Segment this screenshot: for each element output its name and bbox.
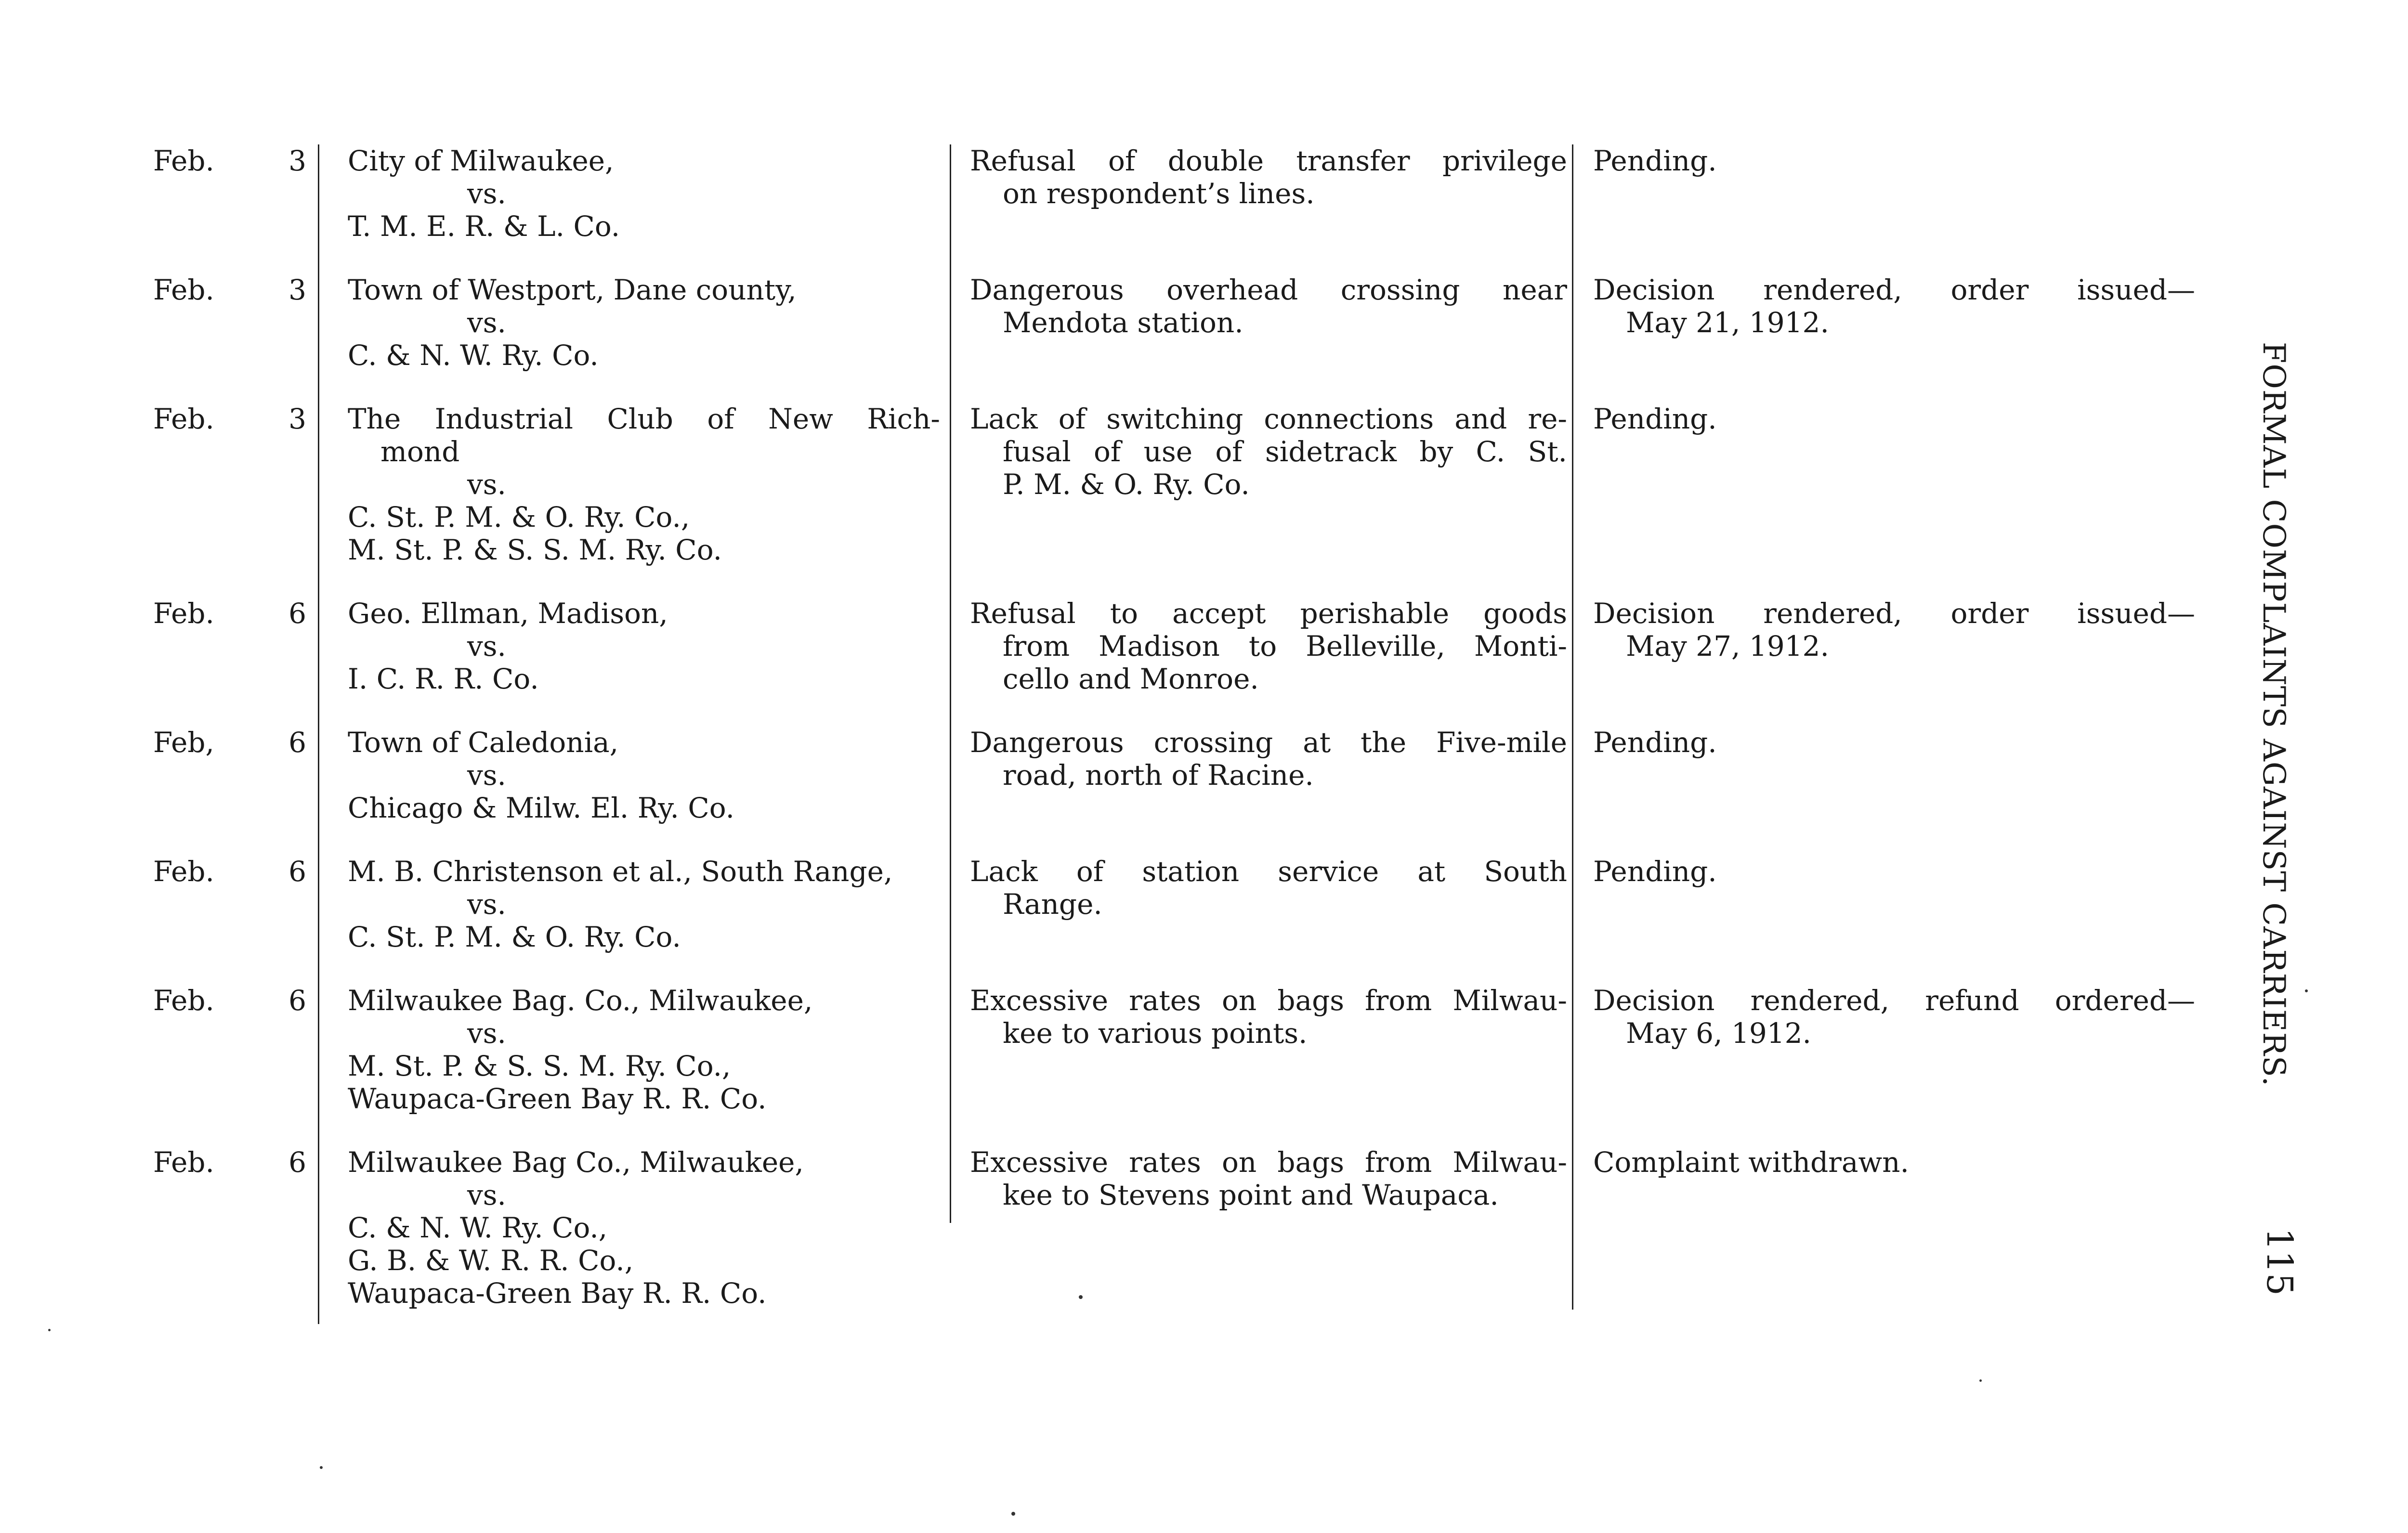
running-head-word: CARRIERS.: [2256, 902, 2291, 1087]
disposition-line: Pending.: [1593, 726, 1717, 759]
row-parties: [348, 1146, 950, 1310]
party-line: mond: [380, 435, 460, 468]
scan-speck: [48, 1329, 51, 1331]
complaint-line: Lack of station service at South: [970, 855, 1567, 888]
complaint-line: Dangerous overhead crossing near: [970, 273, 1567, 306]
scan-speck: [1979, 1379, 1982, 1382]
row-month: Feb.: [153, 144, 214, 177]
running-head-word: AGAINST: [2256, 739, 2291, 892]
row-day: 6: [288, 726, 306, 759]
complaint-line: Excessive rates on bags from Milwau-: [970, 984, 1567, 1017]
row-month: Feb.: [153, 1146, 214, 1179]
row-day: 6: [288, 855, 306, 888]
running-head: [2256, 342, 2291, 1087]
row-disposition: [1593, 726, 2195, 759]
disposition-line: Pending.: [1593, 144, 1717, 177]
complaint-line: road, north of Racine.: [1003, 759, 1314, 792]
party-line: T. M. E. R. & L. Co.: [348, 210, 620, 243]
party-line: M. B. Christenson et al., South Range,: [348, 855, 893, 888]
row-disposition: [1593, 597, 2195, 663]
party-line: Waupaca-Green Bay R. R. Co.: [348, 1082, 767, 1115]
disposition-line: Pending.: [1593, 855, 1717, 888]
row-parties: [348, 984, 950, 1115]
party-line: The Industrial Club of New Rich-: [348, 403, 940, 435]
row-parties: [348, 855, 950, 953]
party-line: I. C. R. R. Co.: [348, 663, 539, 695]
disposition-line: Decision rendered, order issued—: [1593, 597, 2195, 630]
party-line: Town of Caledonia,: [348, 726, 619, 759]
party-line: M. St. P. & S. S. M. Ry. Co.: [348, 533, 722, 566]
party-line: C. & N. W. Ry. Co.,: [348, 1211, 608, 1244]
party-line: C. St. P. M. & O. Ry. Co.: [348, 921, 681, 953]
row-complaint: [970, 597, 1567, 695]
party-line: Town of Westport, Dane county,: [348, 273, 797, 306]
row-day: 3: [288, 273, 306, 306]
row-complaint: [970, 726, 1567, 792]
complaint-line: fusal of use of sidetrack by C. St.: [1003, 435, 1567, 468]
party-line: G. B. & W. R. R. Co.,: [348, 1244, 634, 1277]
disposition-line: Decision rendered, order issued—: [1593, 273, 2195, 306]
page-number: 115: [2259, 1228, 2300, 1296]
scan-speck: [1079, 1295, 1083, 1299]
complaint-line: Mendota station.: [1003, 306, 1243, 339]
row-parties: [348, 597, 950, 695]
running-head-word: FORMAL: [2256, 342, 2291, 489]
party-line: Waupaca-Green Bay R. R. Co.: [348, 1277, 767, 1310]
party-line: Milwaukee Bag Co., Milwaukee,: [348, 1146, 804, 1179]
scan-speck: [2305, 989, 2308, 992]
complaint-line: Lack of switching connections and re-: [970, 403, 1567, 435]
versus-line: vs.: [467, 630, 506, 663]
versus-line: vs.: [467, 468, 506, 501]
row-parties: [348, 726, 950, 824]
row-day: 6: [288, 1146, 306, 1179]
row-month: Feb.: [153, 855, 214, 888]
row-parties: [348, 144, 950, 243]
complaint-line: Refusal of double transfer privilege: [970, 144, 1567, 177]
scan-speck: [320, 1466, 323, 1469]
row-complaint: [970, 403, 1567, 501]
row-disposition: [1593, 403, 2195, 435]
row-disposition: [1593, 273, 2195, 339]
complaint-line: Excessive rates on bags from Milwau-: [970, 1146, 1567, 1179]
disposition-line: May 27, 1912.: [1626, 630, 1829, 663]
row-parties: [348, 403, 950, 566]
versus-line: vs.: [467, 888, 506, 921]
versus-line: vs.: [467, 1179, 506, 1211]
party-line: Geo. Ellman, Madison,: [348, 597, 668, 630]
complaint-line: on respondent’s lines.: [1003, 177, 1315, 210]
running-head-word: COMPLAINTS: [2256, 499, 2291, 729]
row-month: Feb.: [153, 984, 214, 1017]
row-day: 3: [288, 403, 306, 435]
disposition-line: May 21, 1912.: [1626, 306, 1829, 339]
party-line: Chicago & Milw. El. Ry. Co.: [348, 792, 735, 824]
complaint-line: kee to Stevens point and Waupaca.: [1003, 1179, 1499, 1211]
column-rule-left: [318, 144, 319, 1324]
party-line: City of Milwaukee,: [348, 144, 614, 177]
disposition-line: May 6, 1912.: [1626, 1017, 1811, 1050]
row-month: Feb.: [153, 597, 214, 630]
row-complaint: [970, 1146, 1567, 1211]
disposition-line: Decision rendered, refund ordered—: [1593, 984, 2195, 1017]
row-parties: [348, 273, 950, 372]
column-rule-middle: [950, 144, 951, 1223]
complaint-line: P. M. & O. Ry. Co.: [1003, 468, 1250, 501]
party-line: C. & N. W. Ry. Co.: [348, 339, 599, 372]
row-disposition: [1593, 855, 2195, 888]
disposition-line: Complaint withdrawn.: [1593, 1146, 1909, 1179]
row-disposition: [1593, 1146, 2195, 1179]
complaint-line: kee to various points.: [1003, 1017, 1308, 1050]
row-month: Feb.: [153, 273, 214, 306]
party-line: Milwaukee Bag. Co., Milwaukee,: [348, 984, 813, 1017]
complaint-line: Dangerous crossing at the Five-mile: [970, 726, 1567, 759]
party-line: M. St. P. & S. S. M. Ry. Co.,: [348, 1050, 731, 1082]
row-day: 6: [288, 597, 306, 630]
versus-line: vs.: [467, 306, 506, 339]
row-month: Feb,: [153, 726, 214, 759]
versus-line: vs.: [467, 1017, 506, 1050]
row-complaint: [970, 144, 1567, 210]
row-day: 3: [288, 144, 306, 177]
row-disposition: [1593, 984, 2195, 1050]
complaint-line: Range.: [1003, 888, 1102, 921]
complaint-line: cello and Monroe.: [1003, 663, 1259, 695]
disposition-line: Pending.: [1593, 403, 1717, 435]
complaint-line: from Madison to Belleville, Monti-: [1003, 630, 1567, 663]
row-day: 6: [288, 984, 306, 1017]
complaint-line: Refusal to accept perishable goods: [970, 597, 1567, 630]
row-complaint: [970, 984, 1567, 1050]
row-complaint: [970, 855, 1567, 921]
row-disposition: [1593, 144, 2195, 177]
scan-speck: [1011, 1512, 1015, 1516]
row-month: Feb.: [153, 403, 214, 435]
party-line: C. St. P. M. & O. Ry. Co.,: [348, 501, 690, 533]
column-rule-right: [1572, 144, 1573, 1310]
versus-line: vs.: [467, 759, 506, 792]
versus-line: vs.: [467, 177, 506, 210]
row-complaint: [970, 273, 1567, 339]
